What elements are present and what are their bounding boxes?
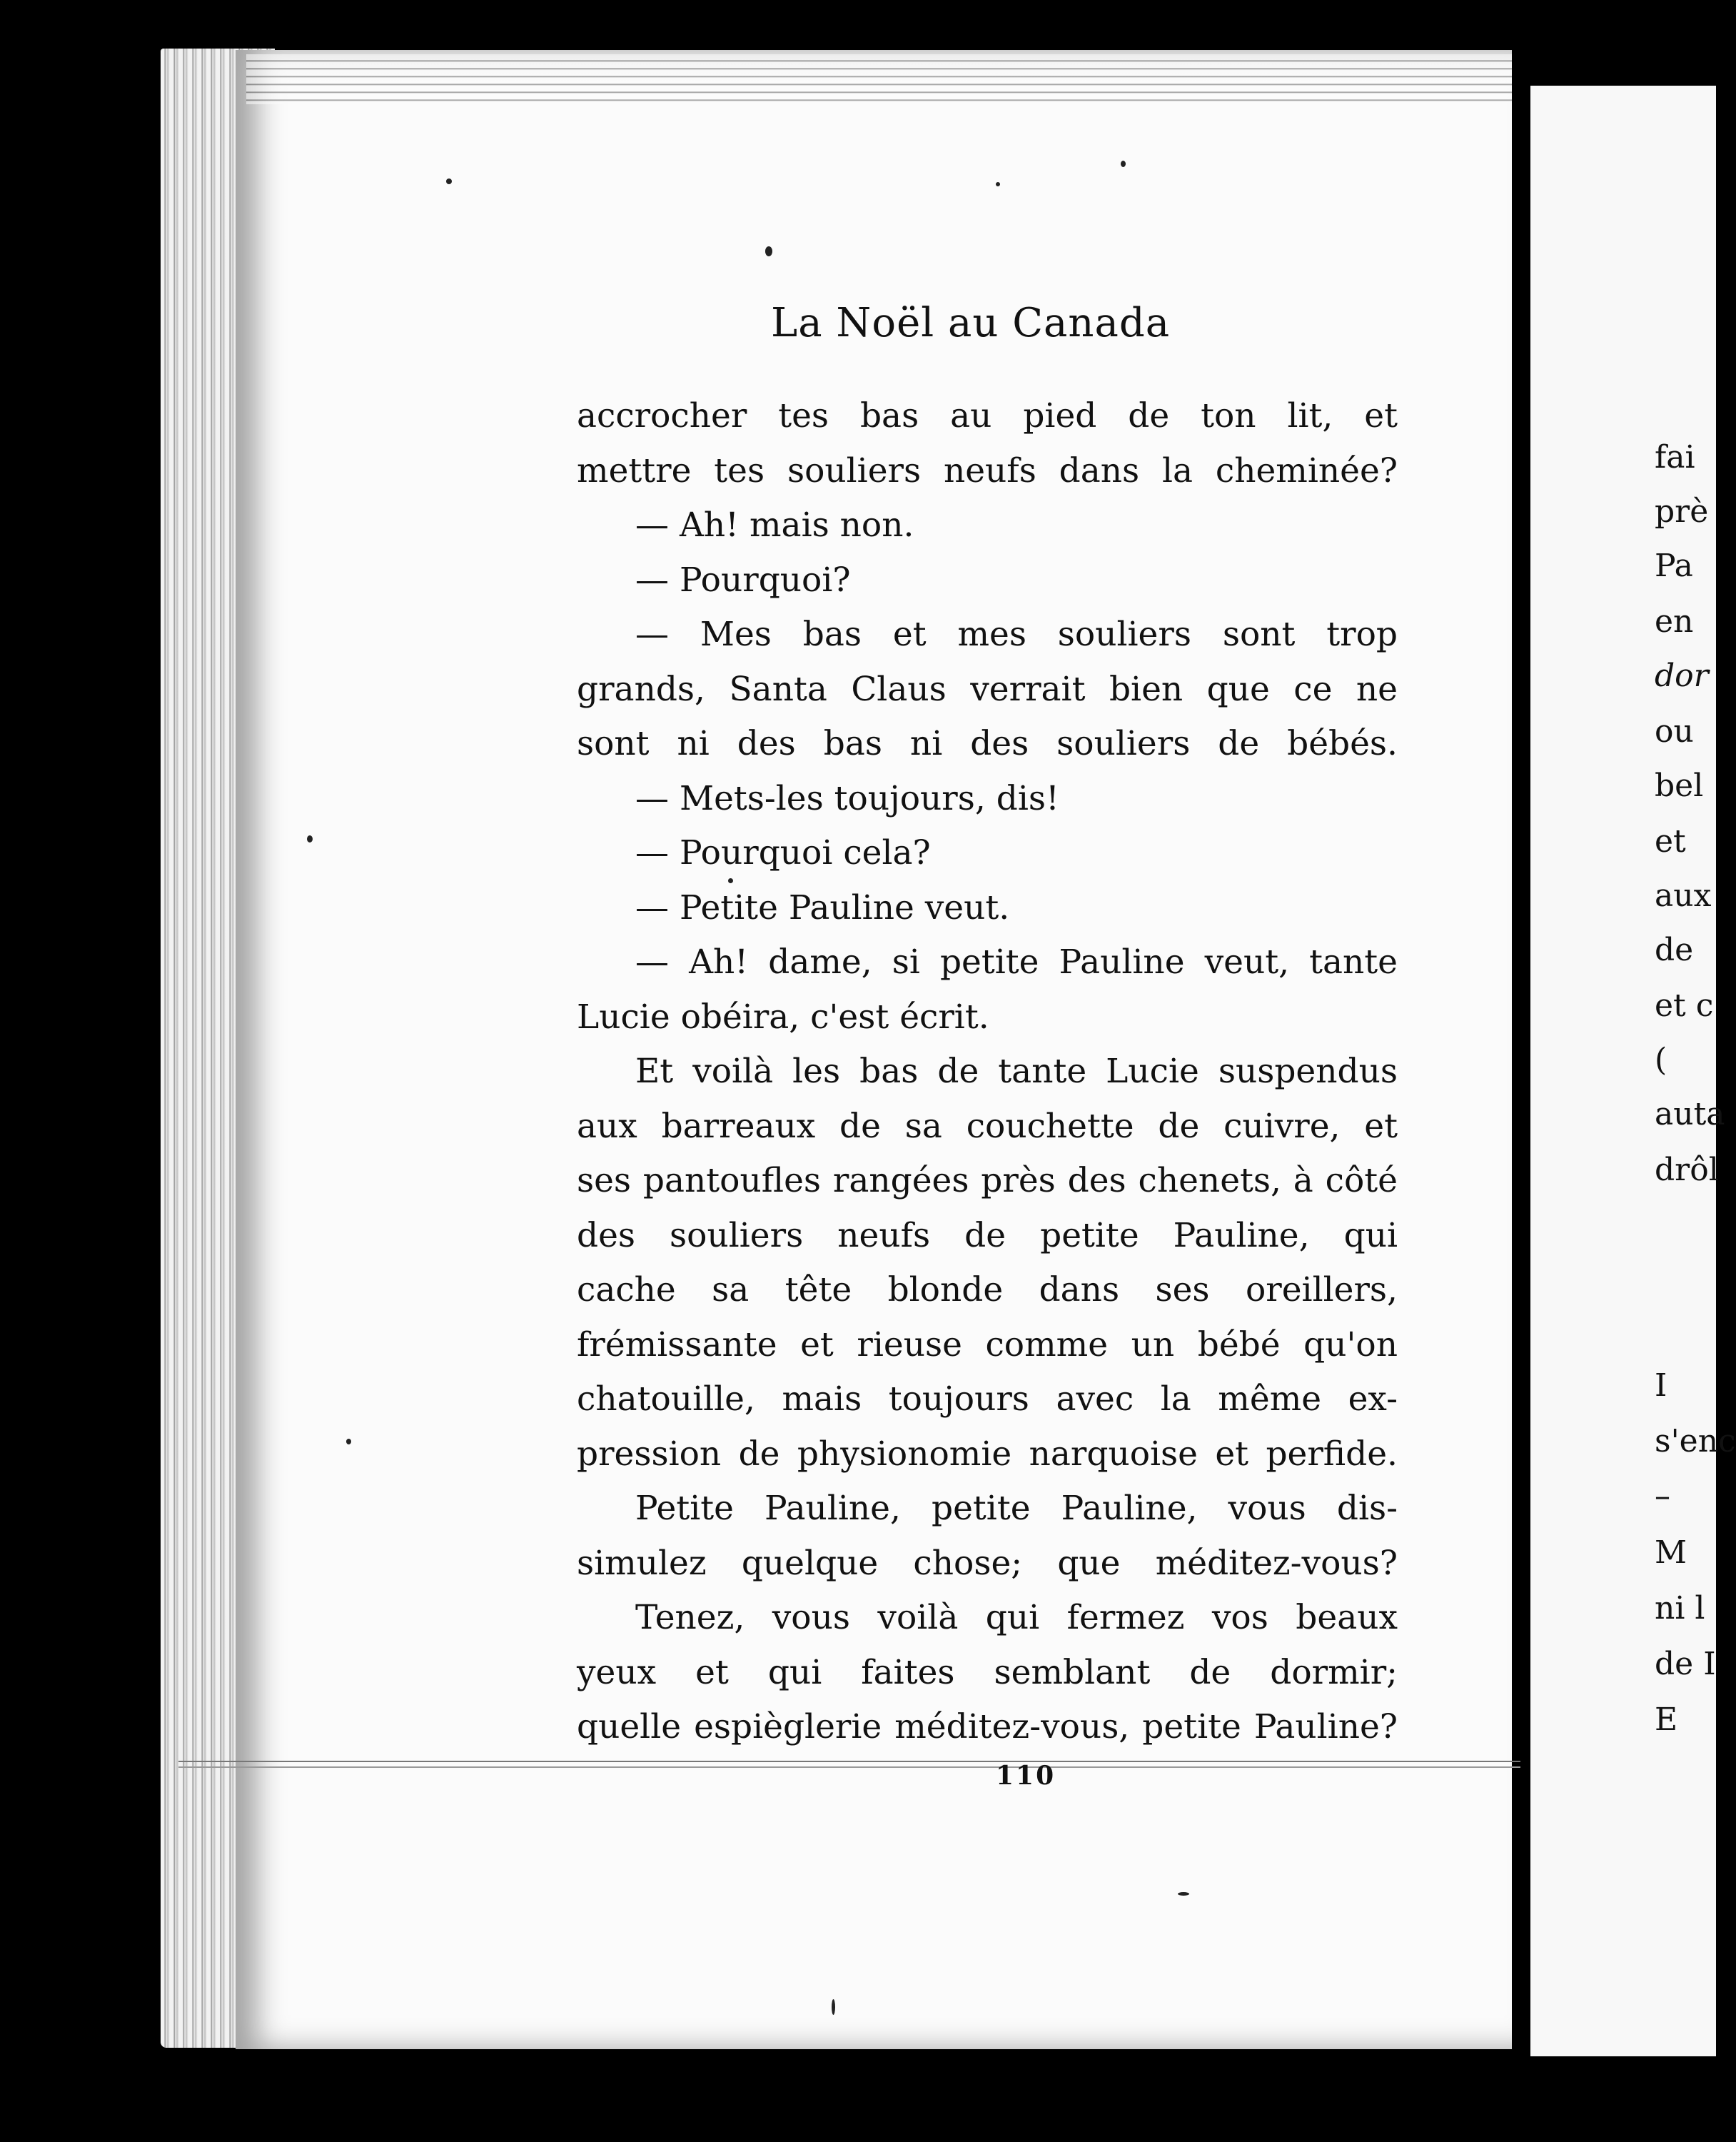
right-page-fragment: et xyxy=(1655,823,1686,860)
text-line: — Ah! mais non. xyxy=(635,506,914,545)
text-line: sont ni des bas ni des souliers de bébés. xyxy=(577,724,1398,763)
right-page-fragment: ( xyxy=(1655,1042,1667,1078)
text-line: — Ah! dame, si petite Pauline veut, tante xyxy=(635,942,1398,982)
right-page-fragment: Pa xyxy=(1655,548,1693,584)
right-page-fragment: et c xyxy=(1655,987,1714,1024)
text-line: frémissante et rieuse comme un bébé qu'on xyxy=(577,1324,1398,1364)
text-line: yeux et qui faites semblant de dormir; xyxy=(577,1652,1398,1692)
text-line: — Pourquoi cela? xyxy=(635,833,931,873)
right-page-fragment: ou xyxy=(1655,713,1694,750)
right-page-fragment: E xyxy=(1655,1701,1678,1738)
right-page-fragment: bel xyxy=(1655,768,1704,804)
scan-speck xyxy=(446,178,452,184)
text-line: accrocher tes bas au pied de ton lit, et xyxy=(577,396,1398,436)
text-line: aux barreaux de sa couchette de cuivre, et xyxy=(577,1106,1398,1146)
text-line: Petite Pauline, petite Pauline, vous dis- xyxy=(635,1489,1398,1528)
scan-speck xyxy=(346,1439,351,1444)
right-page-fragment: s'enc xyxy=(1655,1423,1736,1459)
text-line: pression de physionomie narquoise et perfide. xyxy=(577,1434,1398,1474)
text-line: quelle espièglerie méditez-vous, petite Pauline? xyxy=(577,1707,1398,1746)
right-page-fragment: drôl xyxy=(1655,1152,1719,1188)
text-line: — Mes bas et mes souliers sont trop xyxy=(635,615,1398,654)
right-page-fragment: prè xyxy=(1655,493,1709,530)
scan-speck xyxy=(832,1999,835,2015)
text-line: — Mets-les toujours, dis! xyxy=(635,778,1059,818)
text-line: cache sa tête blonde dans ses oreillers, xyxy=(577,1270,1398,1309)
right-page-fragment: ni l xyxy=(1655,1590,1705,1626)
text-line: — Pourquoi? xyxy=(635,560,851,600)
text-line: Lucie obéira, c'est écrit. xyxy=(577,997,989,1037)
right-page-fragment: I xyxy=(1655,1367,1667,1404)
scan-speck xyxy=(728,878,733,883)
text-line: ses pantoufles rangées près des chenets, à côté xyxy=(577,1161,1398,1200)
right-page-fragment: en xyxy=(1655,603,1694,640)
text-line: grands, Santa Claus verrait bien que ce ne xyxy=(577,669,1398,709)
body-text xyxy=(577,389,1398,1755)
bottom-rule xyxy=(178,1761,1520,1768)
text-line: Et voilà les bas de tante Lucie suspendus xyxy=(635,1052,1398,1091)
text-line: — Petite Pauline veut. xyxy=(635,888,1010,927)
right-page-fragment: – xyxy=(1655,1478,1670,1514)
scan-speck xyxy=(307,835,313,843)
right-page-partial xyxy=(1530,86,1716,2056)
right-page-fragment: fai xyxy=(1655,439,1695,476)
right-page-fragment: de I xyxy=(1655,1646,1716,1682)
text-line: chatouille, mais toujours avec la même ex- xyxy=(577,1379,1398,1419)
scan-speck xyxy=(765,246,772,256)
text-line: des souliers neufs de petite Pauline, qui xyxy=(577,1215,1398,1255)
scan-speck xyxy=(996,182,1000,186)
page-top-edge-lines xyxy=(246,54,1517,104)
right-page-fragment: de xyxy=(1655,932,1694,968)
scan-speck xyxy=(1121,161,1126,167)
right-page-fragment: dor xyxy=(1655,658,1709,694)
running-head: La Noël au Canada xyxy=(771,300,1171,346)
right-page-fragment: aux xyxy=(1655,878,1712,914)
scan-speck xyxy=(1178,1892,1189,1896)
right-page-fragment: M xyxy=(1655,1534,1687,1571)
text-line: Tenez, vous voilà qui fermez vos beaux xyxy=(635,1598,1398,1637)
page-number: 110 xyxy=(996,1761,1056,1791)
text-line: simulez quelque chose; que méditez-vous? xyxy=(577,1543,1398,1583)
right-page-fragment: auta xyxy=(1655,1096,1725,1132)
text-line: mettre tes souliers neufs dans la cheminée? xyxy=(577,451,1398,491)
